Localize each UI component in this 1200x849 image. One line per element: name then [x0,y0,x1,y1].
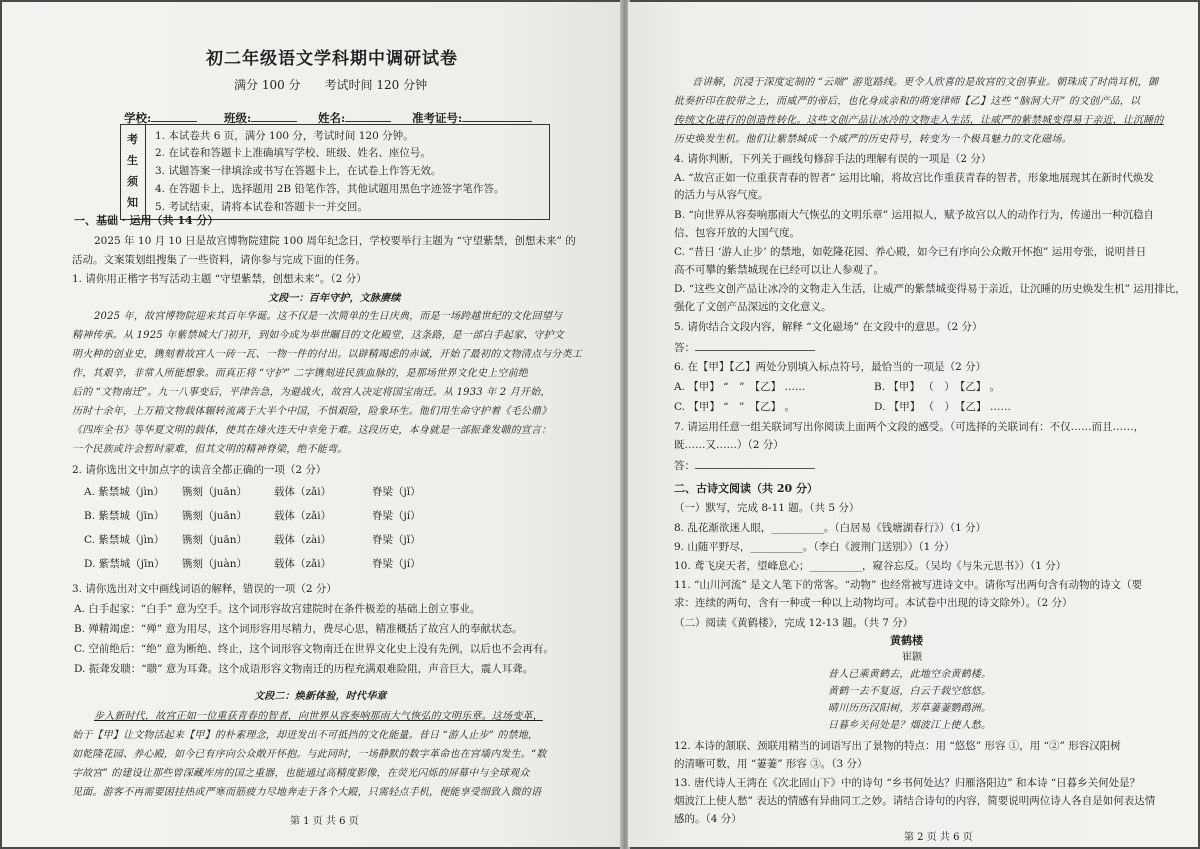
question-10[interactable]: 10. 鸢飞戾天者，望峰息心；__________，窥谷忘反。（吴均《与朱元思书》）（1 分） [674,560,1067,572]
question-6: 6. 在【甲】【乙】两处分别填入标点符号，最恰当的一项是（2 分） [674,361,987,373]
name-field[interactable]: 姓名: [318,110,391,126]
part-1-heading: （一）默写，完成 8-11 题。（共 5 分） [674,502,860,514]
intro-line: 活动。文案策划组搜集了一些资料，请你参与完成下面的任务。 [72,254,366,266]
passage-2-line: 字故宫” 的建设让那些曾深藏库房的国之重器，也能通过高精度影像，在荧光闪烁的屏幕中与全球观众 [72,768,530,779]
passage-2-title: 文段二：焕新体验，时代华章 [254,691,387,702]
q3-option-d[interactable]: D. 振聋发聩：“聩” 意为耳聋。这个成语形容文物南迁的历程充满艰难险阻，声音巨大，震人耳聋。 [74,663,534,675]
question-11-cont: 求：连续的两句，含有一种或一种以上动物均可。本试卷中出现的诗文除外）。（2 分） [674,597,1073,609]
poem-line: 昔人已乘黄鹤去，此地空余黄鹤楼。 [828,669,992,680]
passage-1-line: 后的 “文物南迁”。九一八事变后，平津告急，为避战火，故宫人决定将国宝南迁。从 1933 年 2 月开始， [72,387,551,398]
q3-option-b[interactable]: B. 殚精竭虑：“殚” 意为用尽，这个词形容用尽精力，费尽心思，精准概括了故宫人的奉献状态。 [74,623,523,635]
passage-1-line: 精神传承。从 1925 年紫禁城大门初开，到如今成为举世瞩目的文化殿堂，这条路，是一部白手起家、守护文 [72,330,565,341]
page-1: 初二年级语文学科期中调研试卷 满分 100 分 考试时间 120 分钟 学校: 班级: 姓名: 准考证号: 考 生 须 知 1. 本试卷共 6 页，满分 100 分，考试时间 120 分钟。 2. 在试卷和答题卡上准确填写学校、班级、姓名、座位号。 3. 试题答案一律填涂或书写在答题卡上，在试卷上作答无效。 4. 在答题卡上，选择题用 2B 铅笔作答，其他试题用黑色字迹签字笔作答。 5. 考试结束，请将本试卷和答题卡一并交回。 一、基础 · 运用（共 14 分） 2025 年 10 月 10 日是故宫博物院建院 100 周年纪念日，学校要举行主题为 “守望紫禁，创想未来” 的 活动。文案策划组搜集了一些资料，请你参与完成下面的任务。 1. 请你用正楷字书写活动主题 “守望紫禁，创想未来”。（2 分） 文段一：百年守护，文脉赓续 2025 年，故宫博物院迎来其百年华诞。这不仅是一次简单的生日庆典，而是一场跨越世纪的文化回望与 精神传承。从 1925 年紫禁城大门初开，到如今成为举世瞩目的文化殿堂，这条路，是一部白手起家、守护文 明火种的创业史，镌刻着故宫人一砖一瓦、一物一件的付出。以辟精竭虑的赤诚，开始了最初的文物清点与分类工 作，其艰辛，非常人所能想象。而真正将 “守护” 二字镌刻进民族血脉的，是那场世界文化史上空前绝 后的 “文物南迁”。九一八事变后，平津告急，为避战火，故宫人决定将国宝南迁。从 1933 年 2 月开始， 历时十余年，上万箱文物载体辗转流离于大半个中国，不惧艰险，险象环生。他们用生命守护着《毛公鼎》 《四库全书》等华夏文明的载体，使其在烽火连天中幸免于难。这段历史，本身就是一部振聋发聩的宣言： 一个民族或许会暂时蒙难，但其文明的精神脊梁，绝不能弯。 2. 请你选出文中加点字的读音全都正确的一项（2 分） A. 紫禁城（jìn） 镌刻（juān） 载体（zǎi） 脊梁（jǐ） B. 紫禁城（jīn） 镌刻（juān） 载体（zǎi） 脊梁（jí） C. 紫禁城（jìn） 镌刻（juān） 载体（zài） 脊梁（jǐ） D. 紫禁城（jīn） 镌刻（juàn） 载体（zǎi） 脊梁（jí） 3. 请你选出对文中画线词语的解释，错误的一项（2 分） A. 白手起家：“白手” 意为空手。这个词形容故宫建院时在条件极差的基础上创立事业。 B. 殚精竭虑：“殚” 意为用尽，这个词形容用尽精力，费尽心思，精准概括了故宫人的奉献状态。 C. 空前绝后：“绝” 意为断绝、终止，这个词形容文物南迁在世界文化史上没有先例，以后也不会再有。 D. 振聋发聩：“聩” 意为耳聋。这个成语形容文物南迁的历程充满艰难险阻，声音巨大，震人耳聋。 文段二：焕新体验，时代华章 步入新时代，故宫正如一位重获青春的智者，向世界从容奏响那雨大气恢弘的文明乐章。这场变革， 始于【甲】让文物活起来【甲】的朴素理念，却迸发出不可抵挡的文化能量。昔日 “游人止步” 的禁地， 如乾隆花园、养心殿，如今已有序向公众敞开怀抱。与此同时，一场静默的数字革命也在宫墙内发生。“数 字故宫” 的建设让那些曾深藏库房的国之重器，也能通过高精度影像，在荧光闪烁的屏幕中与全球观众 见面。游客不再需要困挂热或严寒而筋疲力尽地奔走于各个大殿，只需轻点手机，便能享受细致入微的语 第 1 页 共 6 页 [2,2,622,847]
poem-line: 晴川历历汉阳树，芳草萋萋鹦鹉洲。 [828,703,992,714]
passage-2-line: 步入新时代，故宫正如一位重获青春的智者，向世界从容奏响那雨大气恢弘的文明乐章。这场变革， [94,711,543,722]
q6-option-c[interactable]: C. 【甲】 “ ” 【乙】 。 [674,401,795,413]
q4-option-a[interactable]: A. “故宫正如一位重获青春的智者” 运用比喻，将故宫比作重获青春的智者，形象地展现其在新时代焕发 [674,172,1154,184]
exam-number-field[interactable]: 准考证号: [412,110,532,126]
question-13-cont: 烟波江上使人愁” 表达的情感有异曲同工之妙。请结合诗句的内容，简要说明两位诗人各自是如何表达情 [674,795,1156,807]
question-2: 2. 请你选出文中加点字的读音全都正确的一项（2 分） [72,464,327,476]
class-field[interactable]: 班级: [224,110,297,126]
question-3: 3. 请你选出对文中画线词语的解释，错误的一项（2 分） [72,583,337,595]
poem-title: 黄鹤楼 [890,634,923,647]
passage-1-title: 文段一：百年守护，文脉赓续 [268,293,401,304]
passage-1-line: 作，其艰辛，非常人所能想象。而真正将 “守护” 二字镌刻进民族血脉的，是那场世界文化史上空前绝 [72,368,528,379]
page-2 [628,2,1198,847]
page-footer: 第 1 页 共 6 页 [290,816,359,827]
passage-2-line: 始于【甲】让文物活起来【甲】的朴素理念，却迸发出不可抵挡的文化能量。昔日 “游人止步” 的禁地， [72,730,539,741]
q6-option-a[interactable]: A. 【甲】 “ ” 【乙】 …… [674,381,806,393]
q3-option-a[interactable]: A. 白手起家：“白手” 意为空手。这个词形容故宫建院时在条件极差的基础上创立事业。 [74,603,481,615]
question-7: 7. 请运用任意一组关联词写出你阅读上面两个文段的感受。（可选择的关联词有：不仅……而且……， [674,421,1145,433]
q6-option-b[interactable]: B. 【甲】 （ ） 【乙】 。 [874,381,1001,393]
exam-subtitle: 满分 100 分 考试时间 120 分钟 [234,78,428,92]
notice-item: 1. 本试卷共 6 页，满分 100 分，考试时间 120 分钟。 [155,130,414,142]
part-2-heading: （二）阅读《黄鹤楼》，完成 12-13 题。（共 7 分） [674,617,914,629]
passage-1-line: 明火种的创业史，镌刻着故宫人一砖一瓦、一物一件的付出。以辟精竭虑的赤诚，开始了最初的文物清点与分类工 [72,349,582,360]
passage-2-continued: 历史焕发生机。他们让紫禁城成一个威严的历史符号，转变为一个极具魅力的文化磁场。 [674,134,1072,145]
passage-1-line: 2025 年，故宫博物院迎来其百年华诞。这不仅是一次简单的生日庆典，而是一场跨越世纪的文化回望与 [94,311,563,322]
q4-option-c[interactable]: C. “昔日 ‘游人止步’ 的禁地，如乾隆花园、养心殿，如今已有序向公众敞开怀抱” 运用夸张，说明昔日 [674,246,1147,258]
school-field[interactable]: 学校: [124,110,197,126]
notice-box [120,124,550,220]
answer-5[interactable]: 答： [674,340,815,355]
passage-2-continued: 传统文化进行的创造性转化。这些文创产品让冰冷的文物走入生活，让威严的紫禁城变得易于亲近，让沉睡的 [674,115,1164,126]
passage-2-line: 如乾隆花园、养心殿，如今已有序向公众敞开怀抱。与此同时，一场静默的数字革命也在宫墙内发生。“数 [72,749,547,760]
question-13: 13. 唐代诗人王湾在《次北固山下》中的诗句 “乡书何处达？归雁洛阳边” 和本诗 “日暮乡关何处是？ [674,777,1141,789]
q4-option-b-cont: 信、包容开放的大国气度。 [674,227,800,239]
passage-2-line: 见面。游客不再需要困挂热或严寒而筋疲力尽地奔走于各个大殿，只需轻点手机，便能享受细致入微的语 [72,787,542,798]
question-1: 1. 请你用正楷字书写活动主题 “守望紫禁，创想未来”。（2 分） [72,273,367,285]
notice-item: 5. 考试结束，请将本试卷和答题卡一并交回。 [155,201,368,213]
passage-2-continued: 音讲解，沉浸于深度定制的 “云端” 游览路线。更令人欣喜的是故宫的文创事业。朝珠成了时尚耳机，御 [692,77,1159,88]
poem-line: 黄鹤一去不复返，白云千载空悠悠。 [828,686,992,697]
question-9[interactable]: 9. 山随平野尽，__________。（李白《渡荆门送别》）（1 分） [674,541,955,553]
poem-line: 日暮乡关何处是？烟波江上使人愁。 [828,720,992,731]
answer-7[interactable]: 答： [674,458,815,473]
intro-line: 2025 年 10 月 10 日是故宫博物院建院 100 周年纪念日，学校要举行主题为 “守望紫禁，创想未来” 的 [94,235,576,247]
question-12: 12. 本诗的颔联、颈联用精当的词语写出了景物的特点：用 “悠悠” 形容 ①，用 “②” 形容汉阳树 [674,740,1121,752]
q3-option-c[interactable]: C. 空前绝后：“绝” 意为断绝、终止，这个词形容文物南迁在世界文化史上没有先例，以后也不会再有。 [74,643,554,655]
question-8[interactable]: 8. 乱花渐欲迷人眼，__________。（白居易《钱塘湖春行》）（1 分） [674,522,987,534]
q6-option-d[interactable]: D. 【甲】 （ ） 【乙】 …… [874,401,1011,413]
notice-item: 3. 试题答案一律填涂或书写在答题卡上，在试卷上作答无效。 [155,165,442,177]
passage-1-line: 历时十余年，上万箱文物载体辗转流离于大半个中国，不惧艰险，险象环生。他们用生命守护着《毛公鼎》 [72,406,552,417]
q4-option-d[interactable]: D. “这些文创产品让冰冷的文物走入生活，让威严的紫禁城变得易于亲近，让沉睡的历史焕发生机” 运用排比， [674,283,1186,295]
section-1-heading: 一、基础 · 运用（共 14 分） [74,214,219,227]
notice-item: 4. 在答题卡上，选择题用 2B 铅笔作答，其他试题用黑色字迹签字笔作答。 [155,183,505,195]
question-12-cont: 的清晰可数，用 “萋萋” 形容 ③。（3 分） [674,758,868,770]
poem-author: 崔颢 [902,652,922,663]
passage-2-continued: 批奏折印在胶带之上，而威严的帝后，也化身成亲和的萌宠律师【乙】这些 “脑洞大开” 的文创产品，以 [674,96,1141,107]
passage-1-line: 《四库全书》等华夏文明的载体，使其在烽火连天中幸免于难。这段历史，本身就是一部振聋发聩的宣言： [72,425,552,436]
question-11: 11. “山川河流” 是文人笔下的常客。“动物” 也经常被写进诗文中。请你写出两句含有动物的诗文（要 [674,579,1143,591]
passage-1-line: 一个民族或许会暂时蒙难，但其文明的精神脊梁，绝不能弯。 [72,444,348,455]
question-7-cont: 既……又……）（2 分） [674,439,784,451]
section-2-heading: 二、古诗文阅读（共 20 分） [674,482,818,495]
page-footer: 第 2 页 共 6 页 [904,832,973,843]
notice-item: 2. 在试卷和答题卡上准确填写学校、班级、姓名、座位号。 [155,147,431,159]
q4-option-d-cont: 强化了文创产品深远的文化意义。 [674,301,832,313]
q4-option-c-cont: 高不可攀的紫禁城现在已经可以让人参观了。 [674,264,884,276]
exam-title: 初二年级语文学科期中调研试卷 [206,49,458,69]
notice-label: 考 生 须 知 [121,125,146,219]
q4-option-b[interactable]: B. “向世界从容奏响那雨大气恢弘的文明乐章” 运用拟人，赋予故宫以人的动作行为，传递出一种沉稳自 [674,209,1154,221]
question-5: 5. 请你结合文段内容，解释 “文化磁场” 在文段中的意思。（2 分） [674,321,983,333]
question-4: 4. 请你判断，下列关于画线句修辞手法的理解有误的一项是（2 分） [674,153,992,165]
question-13-cont: 感的。（4 分） [674,813,742,825]
q4-option-a-cont: 的活力与从容气度。 [674,189,769,201]
